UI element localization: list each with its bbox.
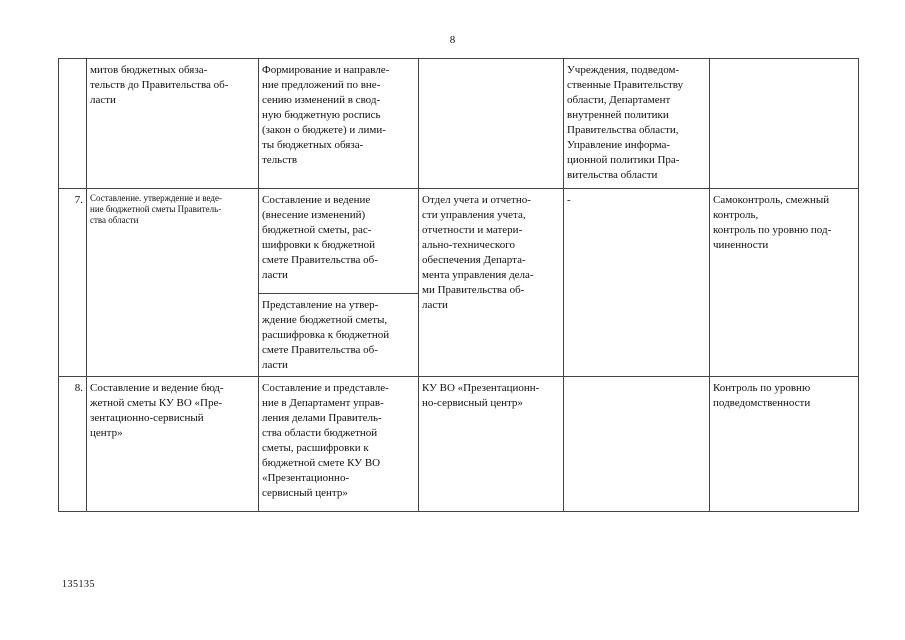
table-row [59, 377, 859, 512]
coexecutor-cell: Учреждения, подведом- ственные Правительству области, Департамент внутренней политики Правительства области, Управление информа- ционной политики Пра- вительства области [564, 59, 710, 189]
process-table [58, 58, 859, 512]
process-name-cell: митов бюджетных обяза- тельств до Правительства об- ласти [87, 59, 259, 189]
executor-cell: Отдел учета и отчетно- сти управления учета, отчетности и матери- ально-технического обеспечения Департа- мента управления дела- ми Правительства об- ласти [419, 189, 564, 377]
row-number: 7. [59, 189, 87, 377]
control-cell: Самоконтроль, смежный контроль, контроль по уровню под- чиненности [710, 189, 859, 377]
page-number: 8 [449, 34, 456, 46]
coexecutor-cell: - [564, 189, 710, 377]
process-name-cell: Составление и ведение бюд- жетной сметы КУ ВО «Пре- зентационно-сервисный центр» [87, 377, 259, 512]
action-cell: Составление и ведение (внесение изменений) бюджетной сметы, рас- шифровки к бюджетной смете Правительства об- ласти [259, 189, 419, 294]
row-number: 8. [59, 377, 87, 512]
process-name-cell: Составление. утверждение и веде- ние бюджетной сметы Правитель- ства области [87, 189, 259, 377]
action-cell: Формирование и направле- ние предложений по вне- сению изменений в свод- ную бюджетную роспись (закон о бюджете) и лими- ты бюджетных обяза- тельств [259, 59, 419, 189]
control-cell: Контроль по уровню подведомственности [710, 377, 859, 512]
executor-cell [419, 59, 564, 189]
row-number [59, 59, 87, 189]
coexecutor-cell [564, 377, 710, 512]
document-code: 135135 [62, 579, 95, 590]
action-cell: Представление на утвер- ждение бюджетной сметы, расшифровка к бюджетной смете Правительства об- ласти [259, 294, 419, 377]
control-cell [710, 59, 859, 189]
action-cell: Составление и представле- ние в Департамент управ- ления делами Правитель- ства области бюджетной сметы, расшифровки к бюджетной смете КУ ВО «Презентационно- сервисный центр» [259, 377, 419, 512]
executor-cell: КУ ВО «Презентационн- но-сервисный центр» [419, 377, 564, 512]
table-row [59, 59, 859, 189]
table-row [59, 189, 859, 294]
